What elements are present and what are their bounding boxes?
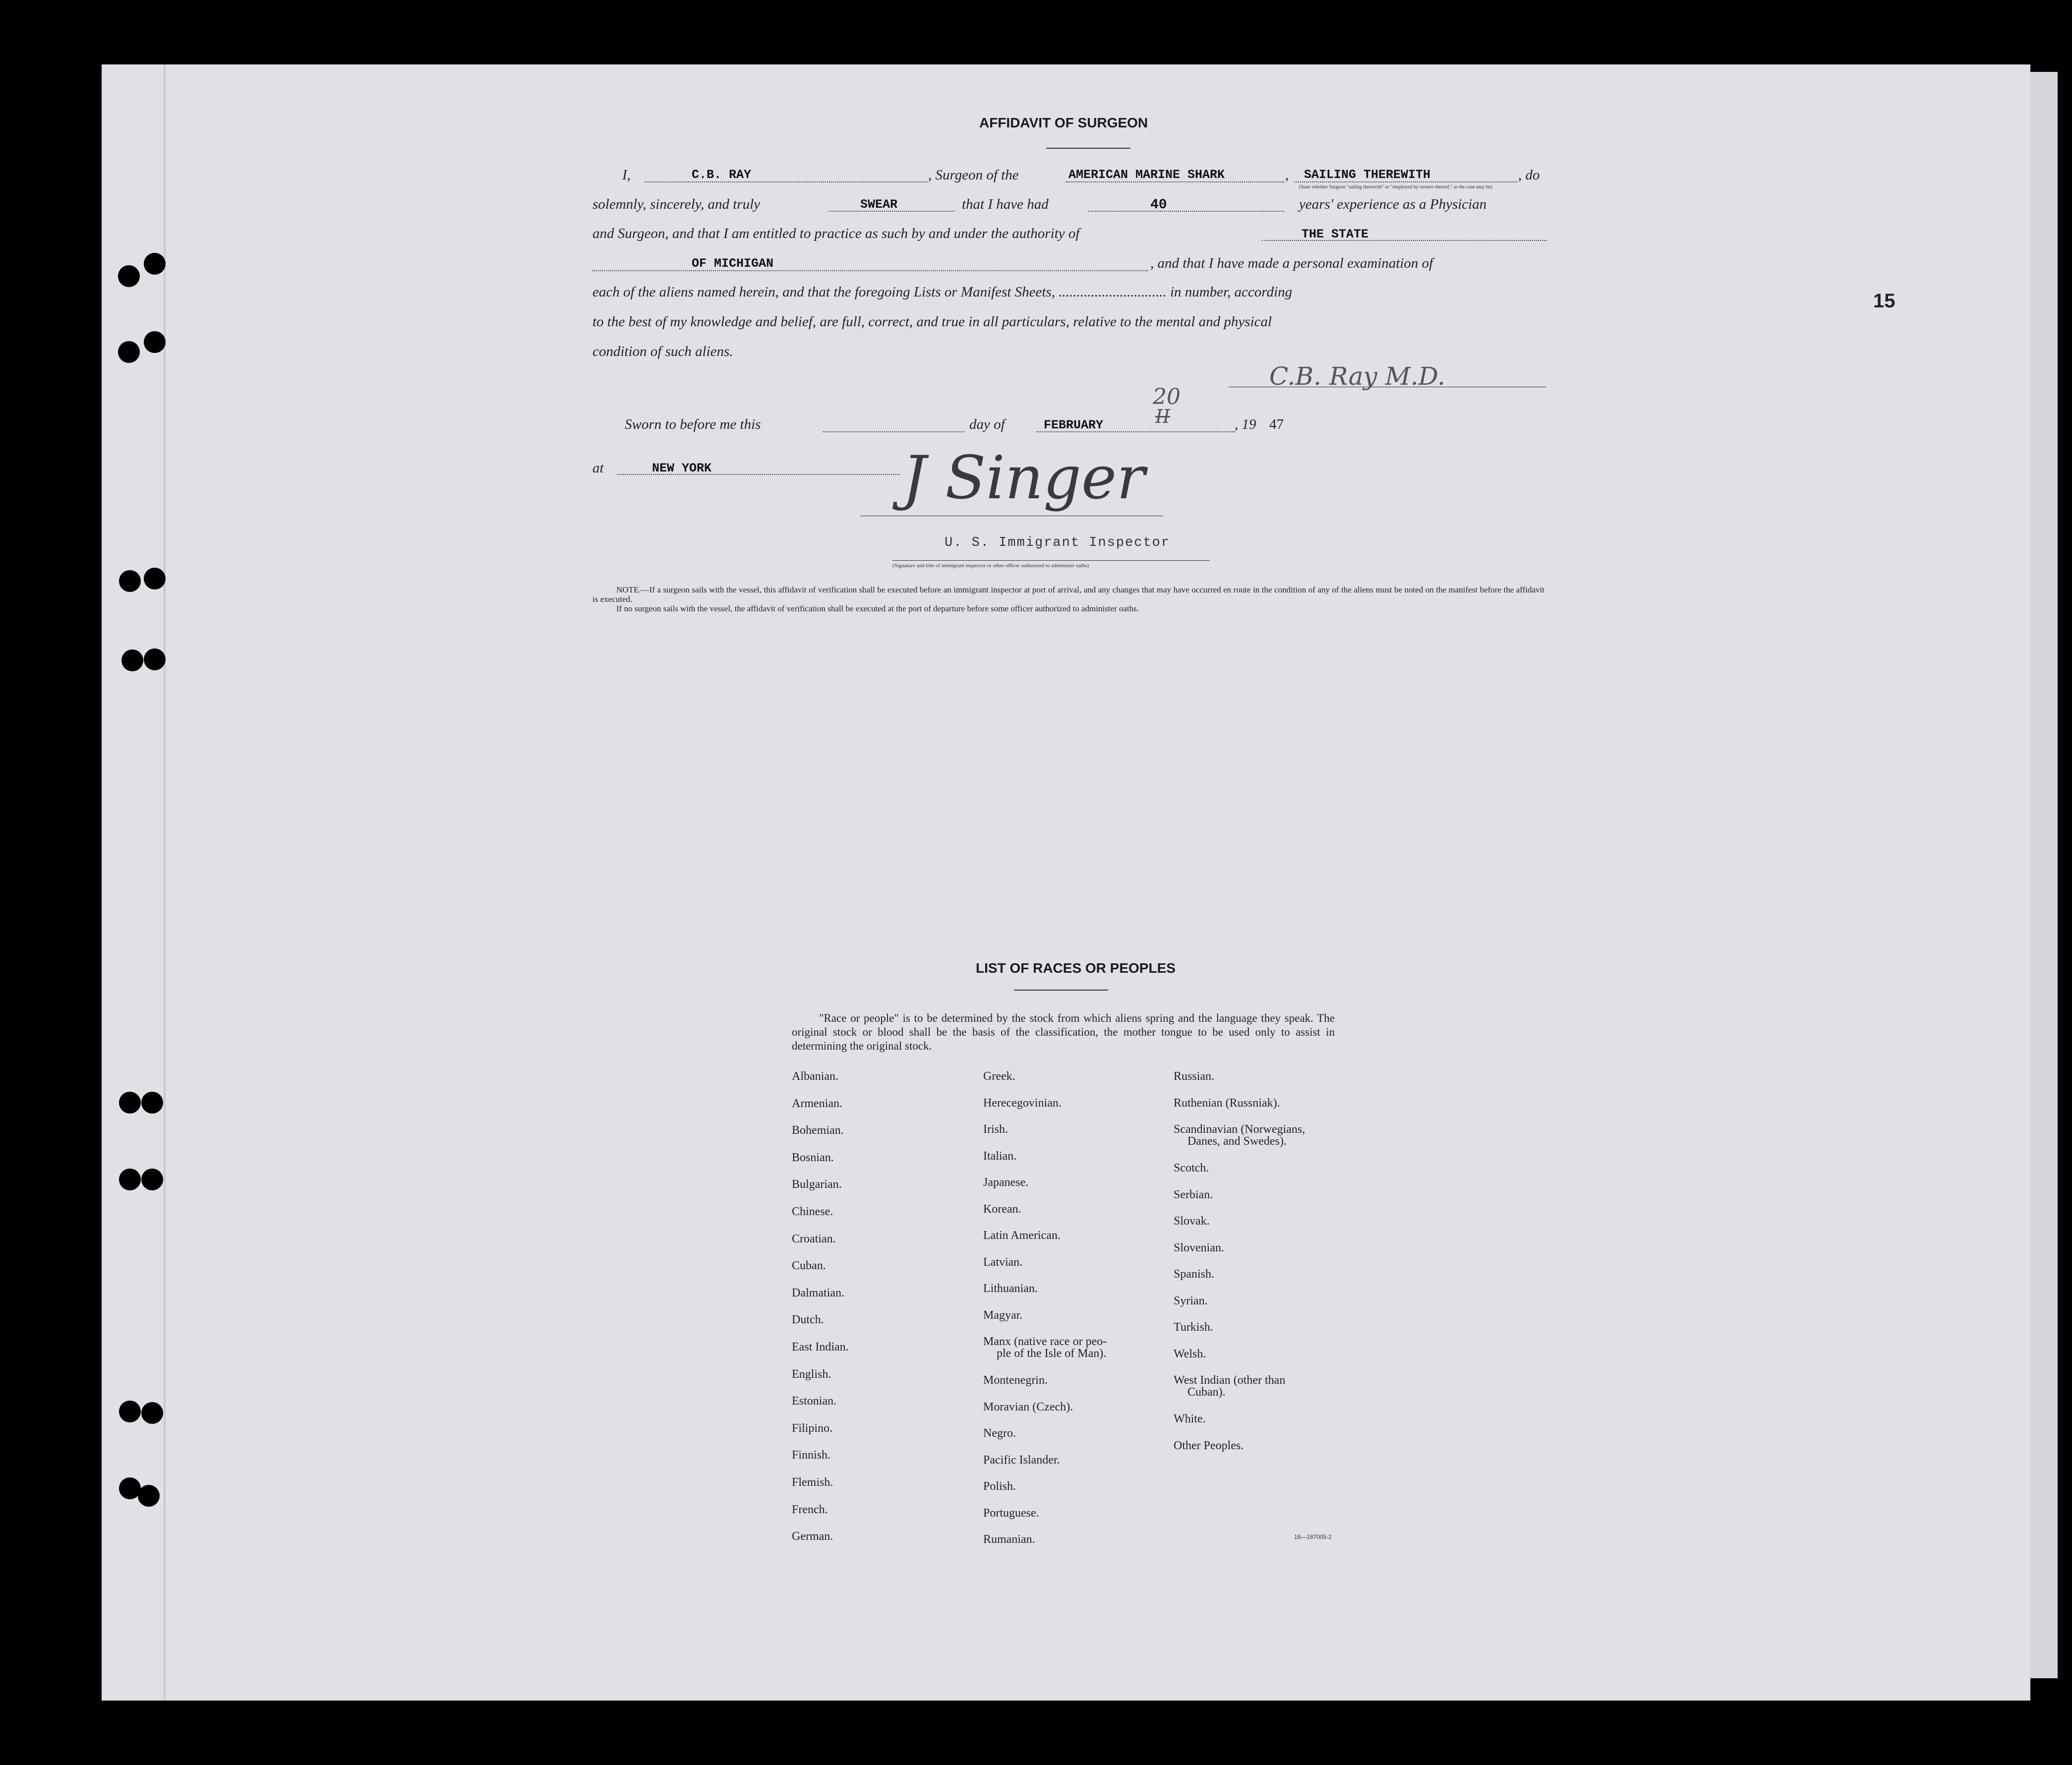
race-item: Turkish. [1174, 1321, 1213, 1334]
race-item: Scotch. [1174, 1162, 1209, 1175]
race-item: Dalmatian. [792, 1286, 844, 1299]
race-item: East Indian. [792, 1341, 849, 1353]
sworn-place: NEW YORK [652, 461, 712, 475]
affidavit-note [592, 585, 1544, 613]
race-item: Slovak. [1174, 1215, 1210, 1228]
race-item: Dutch. [792, 1313, 824, 1327]
note-paragraph: If no surgeon sails with the vessel, the affidavit of verification shall be executed at the port of departure before some officer authorized to administer oaths. [616, 604, 1139, 613]
sworn-year: 47 [1269, 416, 1284, 432]
surgeon-status: SAILING THEREWITH [1304, 168, 1431, 182]
race-item: Latvian. [983, 1255, 1023, 1269]
race-item: ple of the Isle of Man). [997, 1347, 1107, 1360]
affidavit-text: day of [969, 416, 1005, 432]
fill-line [592, 270, 1148, 271]
race-item: Filipino. [792, 1421, 833, 1435]
race-item: Other Peoples. [1174, 1439, 1244, 1452]
punch-hole [141, 1402, 163, 1424]
affidavit-text: I, [622, 167, 631, 183]
race-item: French. [792, 1503, 828, 1516]
race-item: Negro. [983, 1427, 1016, 1440]
race-item: Chinese. [792, 1205, 833, 1218]
affidavit-text: , Surgeon of the [928, 167, 1019, 183]
race-item: Russian. [1174, 1070, 1215, 1083]
race-item: Lithuanian. [983, 1282, 1038, 1295]
race-item: Cuban. [792, 1259, 826, 1273]
race-item: Syrian. [1174, 1294, 1208, 1307]
affidavit-text: , and that I have made a personal examination of [1150, 255, 1433, 271]
affidavit-title: AFFIDAVIT OF SURGEON [979, 115, 1148, 130]
punch-hole [119, 1401, 141, 1422]
affidavit-text: condition of such aliens. [592, 344, 733, 359]
sworn-month: FEBRUARY [1044, 418, 1104, 432]
race-item: Moravian (Czech). [983, 1400, 1073, 1413]
race-item: Pacific Islander. [983, 1453, 1060, 1467]
race-item: Rumanian. [983, 1533, 1035, 1546]
race-item: Polish. [983, 1480, 1016, 1493]
struck-day: II [1155, 406, 1171, 427]
race-item: Armenian. [792, 1097, 842, 1110]
title-rule [1046, 148, 1130, 149]
race-item: Manx (native race or peo- [983, 1335, 1107, 1348]
affidavit-text: solemnly, sincerely, and truly [592, 196, 761, 212]
status-instruction: (State whether Surgeon "sailing therewith" or "employed by owners thereof," as the case may be) [1299, 184, 1492, 190]
race-item: Bulgarian. [792, 1178, 842, 1191]
race-item: Danes, and Swedes). [1187, 1135, 1287, 1148]
punch-hole [119, 570, 141, 592]
punch-hole [119, 1169, 141, 1190]
inspector-title-line [892, 560, 1210, 561]
race-item: Scandinavian (Norwegians, [1174, 1123, 1305, 1136]
punch-hole [144, 253, 166, 275]
race-item: Bohemian. [792, 1124, 844, 1137]
punch-hole [118, 265, 140, 287]
race-item: Spanish. [1174, 1268, 1215, 1281]
race-item: Flemish. [792, 1476, 833, 1489]
race-item: Estonian. [792, 1395, 836, 1408]
race-item: English. [792, 1367, 831, 1381]
binding-crease [164, 64, 166, 1701]
punch-hole [141, 1092, 163, 1114]
race-item: Welsh. [1174, 1347, 1206, 1360]
affidavit-text: to the best of my knowledge and belief, are full, correct, and true in all particulars, relative to the mental and physical [592, 314, 1272, 330]
authority-continued: OF MICHIGAN [692, 256, 774, 271]
punch-hole [118, 341, 140, 363]
affidavit-text: , [1285, 167, 1289, 183]
races-intro: "Race or people" is to be determined by the stock from which aliens spring and the language they speak. The original stock or blood shall be the basis of the classification, the mother tongue to be used only to assist in determining the original stock. [792, 1012, 1335, 1052]
race-item: Irish. [983, 1123, 1008, 1136]
race-item: Slovenian. [1174, 1241, 1224, 1254]
race-item: Korean. [983, 1202, 1021, 1216]
document-sheet [102, 64, 2030, 1701]
race-item: West Indian (other than [1174, 1374, 1286, 1387]
oath-word: SWEAR [860, 197, 898, 212]
races-title-rule [1014, 990, 1108, 991]
punch-hole [144, 331, 166, 353]
race-item: Montenegrin. [983, 1374, 1048, 1387]
fill-line [645, 181, 927, 182]
note-paragraph: NOTE.—If a surgeon sails with the vessel, this affidavit of verification shall be executed before an immigrant inspector at port of arrival, and any changes that may have occurred en route in the condition of any of the aliens must be noted on the manifest before the affidavit is executed. [592, 585, 1544, 604]
race-item: Ruthenian (Russniak). [1174, 1096, 1280, 1110]
race-item: Greek. [983, 1070, 1015, 1083]
inspector-title: U. S. Immigrant Inspector [945, 535, 1171, 550]
race-item: Italian. [983, 1149, 1017, 1163]
race-item: Albanian. [792, 1070, 838, 1083]
punch-hole [119, 1092, 141, 1114]
fill-line [823, 431, 964, 432]
page-number: 15 [1873, 290, 1895, 312]
affidavit-text: at [592, 460, 604, 476]
authority: THE STATE [1302, 227, 1369, 241]
race-item: Japanese. [983, 1176, 1029, 1189]
affidavit-text: and Surgeon, and that I am entitled to practice as such by and under the authority of [592, 226, 1080, 241]
surgeon-signature: C.B. Ray M.D. [1269, 362, 1445, 391]
affidavit-text: , do [1518, 167, 1540, 183]
fill-line [1088, 211, 1284, 212]
race-item: Portuguese. [983, 1506, 1039, 1520]
sworn-day-handwritten: 20 [1153, 384, 1181, 410]
punch-hole [144, 568, 166, 589]
race-item: Croatian. [792, 1232, 836, 1245]
surgeon-name: C.B. RAY [692, 168, 752, 182]
race-item: Bosnian. [792, 1151, 834, 1164]
inspector-caption: (Signature and title of immigrant inspector or other officer authorized to administer oaths) [892, 563, 1089, 569]
punch-hole [121, 649, 143, 671]
punch-hole [141, 1169, 163, 1190]
race-item: Herecegovinian. [983, 1096, 1062, 1110]
affidavit-text: Sworn to before me this [625, 416, 761, 432]
inspector-signature: J Singer [902, 444, 1145, 513]
affidavit-text: years' experience as a Physician [1299, 196, 1487, 212]
affidavit-text: , 19 [1235, 416, 1256, 432]
race-item: Serbian. [1174, 1188, 1213, 1201]
race-item: Latin American. [983, 1229, 1061, 1242]
race-item: Magyar. [983, 1308, 1023, 1322]
punch-hole [138, 1485, 160, 1507]
race-item: German. [792, 1530, 833, 1543]
vessel-name: AMERICAN MARINE SHARK [1068, 168, 1225, 182]
race-item: Finnish. [792, 1449, 831, 1462]
race-item: White. [1174, 1412, 1206, 1425]
punch-hole [144, 648, 166, 670]
race-item: Cuban). [1187, 1386, 1226, 1399]
races-title: LIST OF RACES OR PEOPLES [976, 960, 1176, 976]
years-experience: 40 [1150, 197, 1167, 213]
form-number: 16—187005-2 [1294, 1533, 1332, 1540]
affidavit-text: each of the aliens named herein, and that the foregoing Lists or Manifest Sheets, .............................. in number, according [592, 284, 1293, 300]
affidavit-text: that I have had [962, 196, 1049, 212]
